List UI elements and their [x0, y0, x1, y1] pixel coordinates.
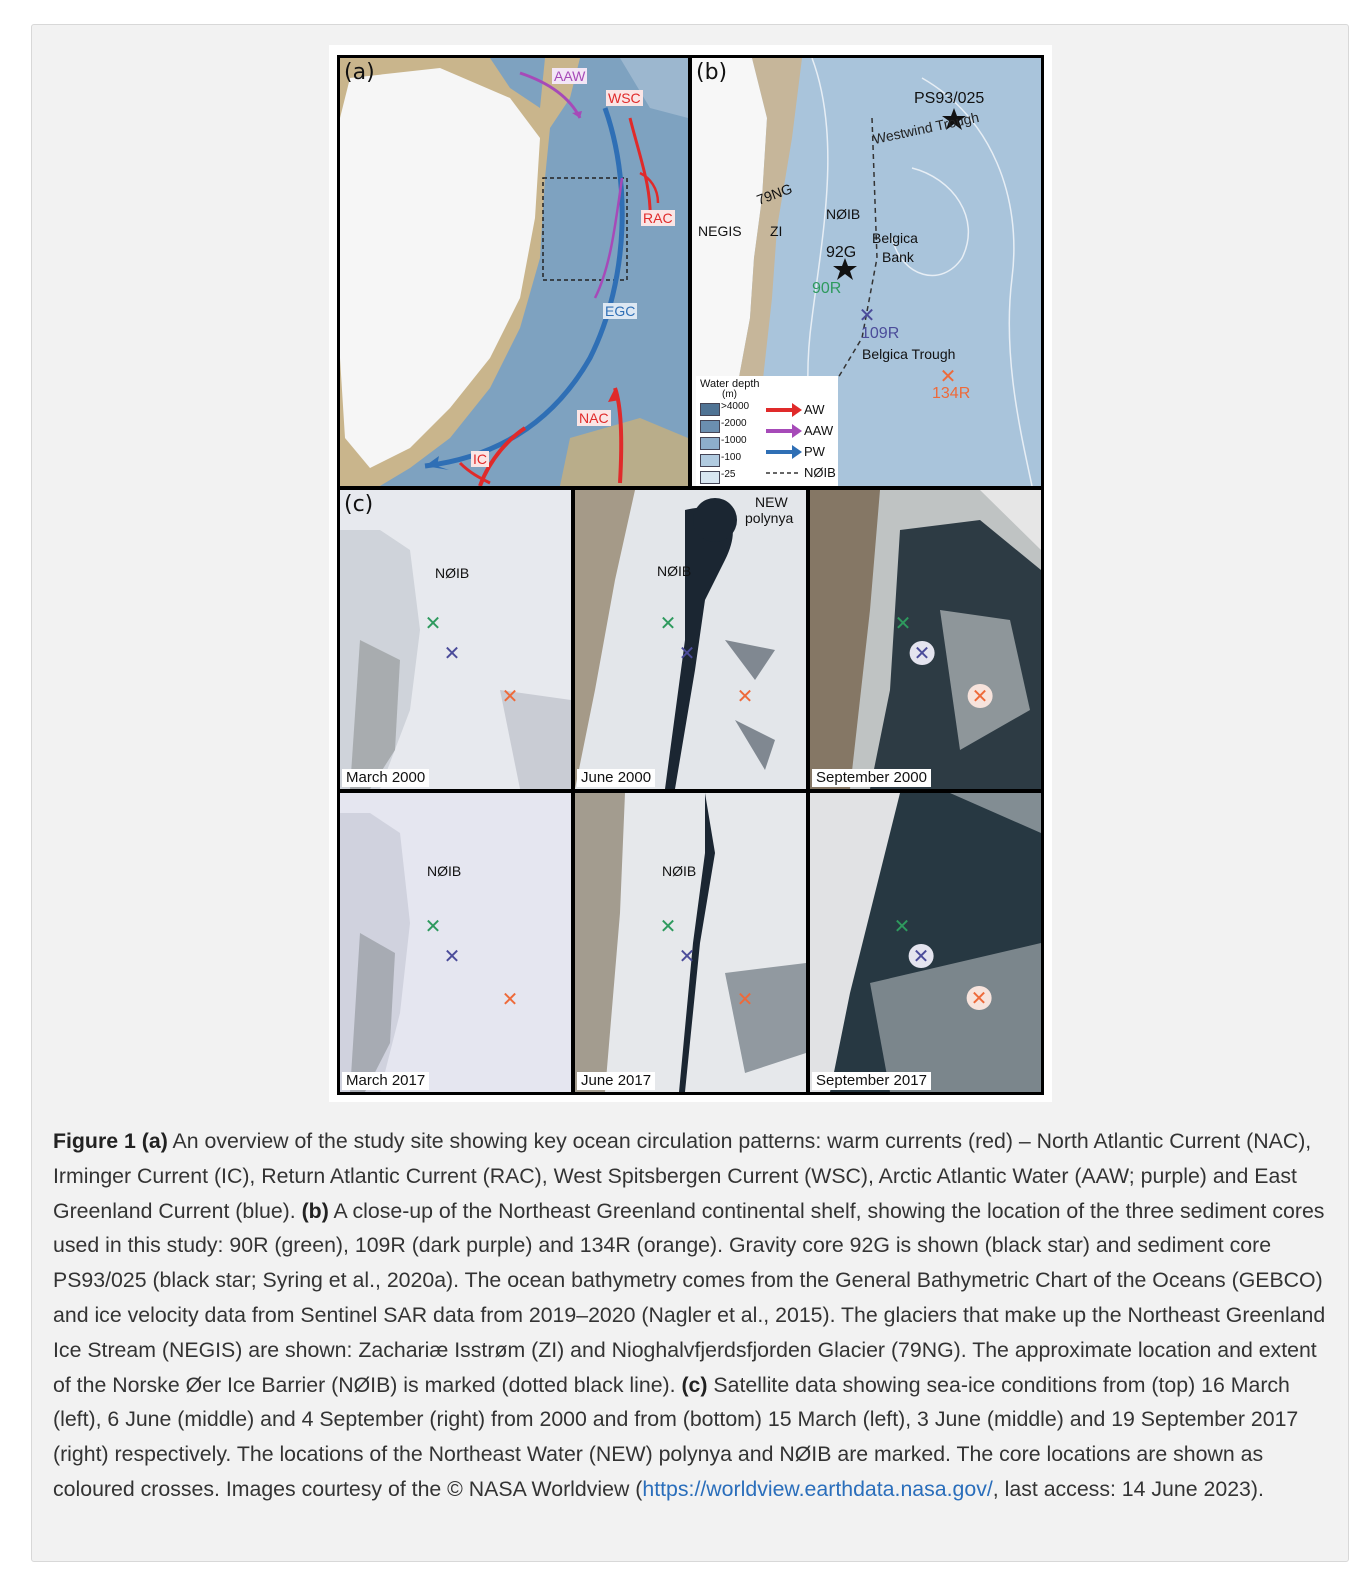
date-label-5: June 2017: [577, 1072, 655, 1090]
caption-c-label: (c): [681, 1372, 708, 1397]
satellite-september-2000: [810, 490, 1041, 789]
marker-134r-c3: ✕: [968, 684, 993, 708]
marker-90r-c3: ✕: [894, 611, 912, 635]
marker-134r-c5: ✕: [736, 987, 754, 1011]
label-belgica-bank-1: Belgica: [872, 230, 918, 246]
date-label-3: September 2000: [812, 769, 931, 787]
legend-depth-25: -25: [721, 469, 736, 480]
satellite-september-2017-graphic: [810, 793, 1041, 1092]
date-label-4: March 2017: [342, 1072, 429, 1090]
panel-b-label: (b): [696, 60, 728, 85]
marker-90r-c5: ✕: [659, 914, 677, 938]
satellite-march-2017-graphic: [340, 793, 571, 1092]
label-90r: 90R: [812, 280, 842, 297]
marker-109r-c3: ✕: [910, 641, 935, 665]
marker-109r-c2: ✕: [678, 641, 696, 665]
satellite-june-2017-graphic: [575, 793, 806, 1092]
marker-90r-c4: ✕: [424, 914, 442, 938]
satellite-june-2000: [575, 490, 806, 789]
marker-134r-c2: ✕: [736, 684, 754, 708]
marker-134r-c6: ✕: [967, 986, 992, 1010]
legend-title-1: Water depth: [700, 378, 760, 390]
satellite-march-2000: [340, 490, 571, 789]
figure-composite: [337, 55, 1044, 1095]
marker-134r-b: ✕: [939, 364, 957, 388]
label-aaw: AAW: [554, 68, 586, 84]
marker-134r-c1: ✕: [501, 684, 519, 708]
label-new-2: polynya: [745, 510, 794, 526]
panel-b-map: [692, 58, 1041, 486]
marker-109r-c1: ✕: [443, 641, 461, 665]
satellite-september-2017: [810, 793, 1041, 1092]
legend-depth-100: -100: [721, 452, 742, 463]
panel-a-map: [340, 58, 688, 486]
label-noib-c2: NØIB: [657, 563, 692, 579]
caption-a-label: (a): [141, 1129, 168, 1153]
satellite-march-2017: [340, 793, 571, 1092]
panel-b-legend: [696, 376, 838, 486]
panel-a-map-graphic: [340, 58, 688, 486]
caption-b-label: (b): [301, 1198, 329, 1223]
label-ic: IC: [473, 451, 487, 467]
label-zi: ZI: [770, 223, 783, 239]
marker-109r-c4: ✕: [443, 944, 461, 968]
legend-aw: AW: [804, 402, 825, 417]
satellite-september-2000-graphic: [810, 490, 1041, 789]
caption-b-text: A close-up of the Northeast Greenland continental shelf, showing the location of the three sediment cores used in this study: 90R (green), 109R (dark purple) and 134R (orange). Gravity core 92G is shown (black star) and sediment core PS93/025 (black star; Syring et al., 2020a). The ocean bathymetry comes from the General Bathymetric Chart of the Oceans (GEBCO) and ice velocity data from Sentinel SAR data from 2019–2020 (Nagler et al., 2015). The glaciers that make up the Northeast Greenland Ice Stream (NEGIS) are shown: Zachariæ Isstrøm (ZI) and Nioghalvfjerdsfjorden Glacier (79NG). The approximate location and extent of the Norske Øer Ice Barrier (NØIB) is marked (dotted black line).: [53, 1198, 1326, 1397]
label-belgica-bank-2: Bank: [882, 249, 914, 265]
date-label-2: June 2000: [577, 769, 655, 787]
panel-c-label: (c): [344, 492, 374, 517]
legend-pw: PW: [804, 444, 825, 459]
label-92g: 92G: [826, 244, 857, 261]
figure-caption: [53, 1124, 1333, 1507]
legend-aaw: AAW: [804, 423, 834, 438]
legend-title-2: (m): [722, 389, 737, 400]
label-noib-b: NØIB: [826, 206, 861, 222]
marker-109r-b: ✕: [858, 303, 876, 327]
panel-a-label: (a): [344, 60, 375, 85]
caption-c-text: Satellite data showing sea-ice conditions from (top) 16 March (left), 6 June (middle) and 4 September (right) from 2000 and from (bottom) 15 March (left), 3 June (middle) and 19 September 2017 (right) respectively. The locations of the Northeast Water (NEW) polynya and NØIB are marked. The core locations are shown as coloured crosses. Images courtesy of the © NASA Worldview (: [53, 1372, 1299, 1501]
worldview-link[interactable]: https://worldview.earthdata.nasa.gov/: [642, 1476, 993, 1501]
caption-a-text: An overview of the study site showing key ocean circulation patterns: warm currents (red) – North Atlantic Current (NAC), Irminger Current (IC), Return Atlantic Current (RAC), West Spitsbergen Current (WSC), Arctic Atlantic Water (AAW; purple) and East Greenland Current (blue).: [53, 1129, 1312, 1223]
label-new-1: NEW: [755, 494, 788, 510]
label-noib-c4: NØIB: [427, 863, 462, 879]
label-ps93: PS93/025: [914, 90, 985, 107]
legend-depth-4000: >4000: [721, 401, 750, 412]
satellite-june-2000-graphic: [575, 490, 806, 789]
legend-depth-1000: -1000: [721, 435, 747, 446]
label-noib-c1: NØIB: [435, 565, 470, 581]
date-label-1: March 2000: [342, 769, 429, 787]
date-label-6: September 2017: [812, 1072, 931, 1090]
label-egc: EGC: [605, 303, 636, 319]
label-109r: 109R: [861, 325, 900, 342]
label-belgica-trough: Belgica Trough: [862, 346, 956, 362]
label-rac: RAC: [643, 210, 673, 226]
marker-109r-c5: ✕: [678, 944, 696, 968]
label-noib-c5: NØIB: [662, 863, 697, 879]
satellite-march-2000-graphic: [340, 490, 571, 789]
marker-90r-c6: ✕: [893, 914, 911, 938]
marker-90r-c2: ✕: [659, 611, 677, 635]
label-negis: NEGIS: [698, 223, 742, 239]
label-134r: 134R: [932, 385, 971, 402]
label-79ng: 79NG: [754, 180, 795, 208]
marker-90r-c1: ✕: [424, 611, 442, 635]
caption-end-text: , last access: 14 June 2023).: [992, 1476, 1264, 1501]
caption-figure-number: Figure 1: [53, 1129, 136, 1153]
figure-image: [329, 45, 1052, 1102]
marker-109r-c6: ✕: [909, 944, 934, 968]
label-wsc: WSC: [608, 90, 641, 106]
legend-noib: NØIB: [804, 465, 836, 480]
legend-depth-2000: -2000: [721, 418, 747, 429]
label-nac: NAC: [579, 410, 609, 426]
marker-134r-c4: ✕: [501, 987, 519, 1011]
label-westwind-trough: Westwind Trough: [871, 108, 981, 148]
satellite-june-2017: [575, 793, 806, 1092]
